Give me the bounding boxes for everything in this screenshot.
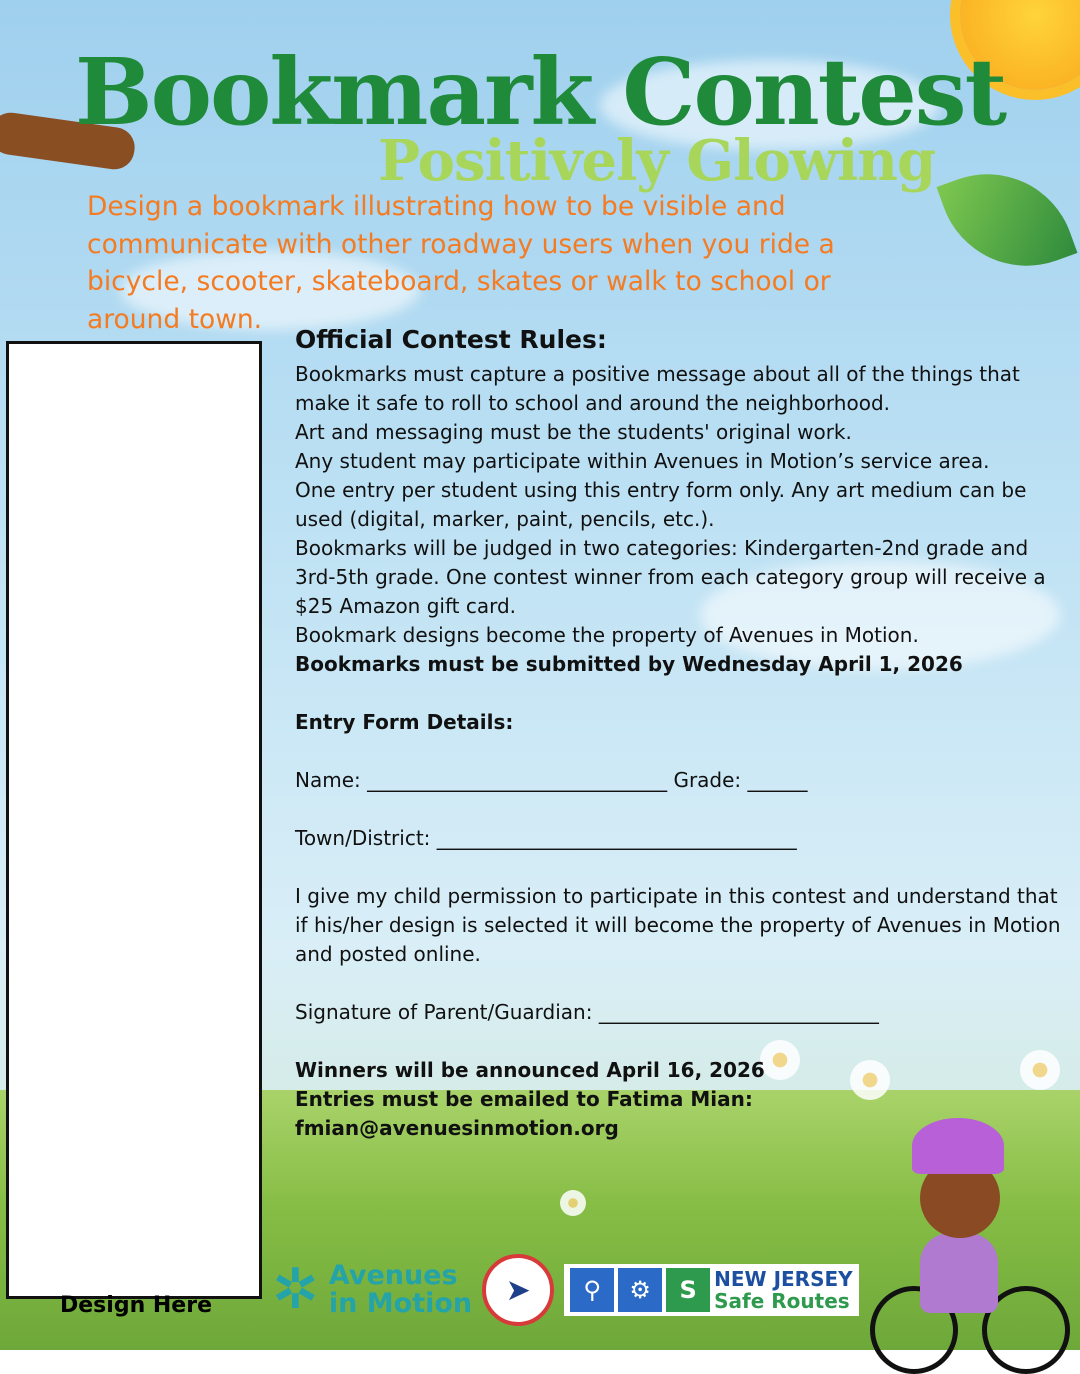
tma-seal-icon: ➤: [482, 1254, 554, 1326]
pedestrian-icon: ⚲: [570, 1268, 614, 1312]
page-title: Bookmark Contest: [74, 38, 1006, 146]
permission-text: I give my child permission to participate in this contest and understand that if his/her design is selected it will become the property of Avenues in Motion and posted online.: [295, 884, 1061, 966]
design-area[interactable]: [6, 341, 262, 1299]
rule-item: Art and messaging must be the students' original work.: [295, 420, 852, 444]
name-grade-field[interactable]: Name: ______________________________ Grade: ______: [295, 768, 808, 792]
sponsor-logos: [272, 1255, 859, 1325]
intro-text: Design a bookmark illustrating how to be visible and communicate with other roadway users when you ride a bicycle, scooter, skateboard, skates or walk to school or around town.: [87, 191, 835, 335]
nj-safe-routes-logo: ⚲ ⚙ S NEW JERSEY Safe Routes: [564, 1264, 858, 1316]
rules-heading: Official Contest Rules:: [295, 325, 607, 354]
avenues-in-motion-logo: Avenues in Motion: [328, 1260, 473, 1319]
child-on-bicycle-illustration: [870, 1118, 1060, 1350]
email-instructions: Entries must be emailed to Fatima Mian: fmian@avenuesinmotion.org: [295, 1087, 753, 1140]
flower-decoration: [560, 1190, 586, 1216]
rules-section: [295, 325, 1070, 1143]
design-area-label: Design Here: [60, 1293, 212, 1318]
rule-item: Any student may participate within Avenues in Motion’s service area.: [295, 449, 990, 473]
winners-announcement: Winners will be announced April 16, 2026: [295, 1058, 765, 1082]
deadline-text: Bookmarks must be submitted by Wednesday April 1, 2026: [295, 652, 963, 676]
bicycle-icon: ⚙: [618, 1268, 662, 1312]
rule-item: One entry per student using this entry form only. Any art medium can be used (digital, marker, paint, pencils, etc.).: [295, 478, 1027, 531]
town-district-field[interactable]: Town/District: ____________________________________: [295, 826, 797, 850]
signature-field[interactable]: Signature of Parent/Guardian: ____________________________: [295, 1000, 879, 1024]
avenues-in-motion-logo-icon: ✲: [272, 1257, 319, 1322]
page-subtitle: Positively Glowing: [378, 128, 936, 194]
rule-item: Bookmark designs become the property of Avenues in Motion.: [295, 623, 919, 647]
rule-item: Bookmarks will be judged in two categories: Kindergarten-2nd grade and 3rd-5th grade. One contest winner from each category group will receive a $25 Amazon gift card.: [295, 536, 1046, 618]
entry-form-heading: Entry Form Details:: [295, 710, 514, 734]
safe-routes-s-icon: S: [666, 1268, 710, 1312]
rule-item: Bookmarks must capture a positive message about all of the things that make it safe to roll to school and around the neighborhood.: [295, 362, 1020, 415]
